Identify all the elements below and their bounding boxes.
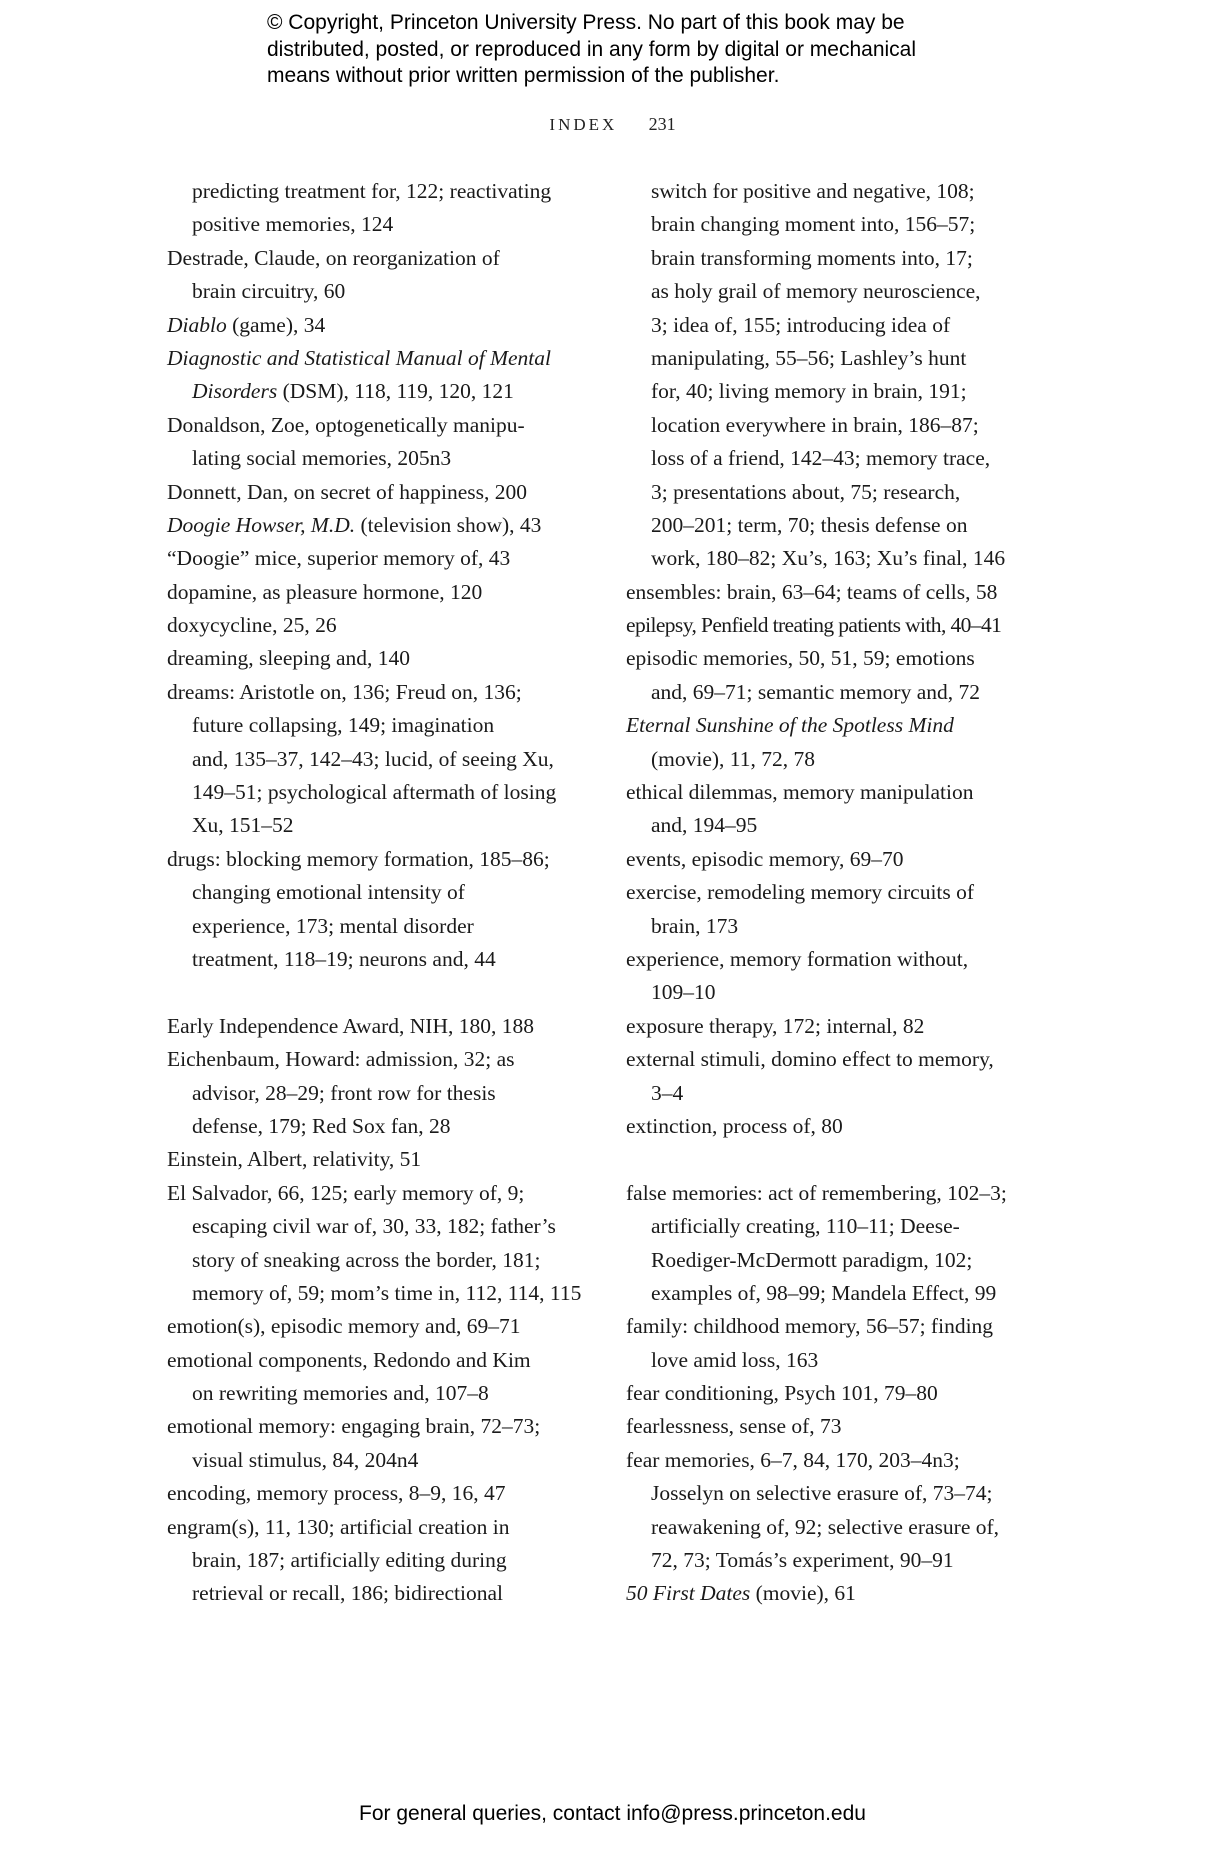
entry-text: brain circuitry, 60: [192, 279, 346, 304]
index-entry-line: [167, 1210, 581, 1243]
entry-text: on rewriting memories and, 107–8: [192, 1381, 489, 1406]
index-entry-line: [626, 342, 1007, 375]
index-entry: [167, 175, 581, 242]
entry-text: (movie), 61: [750, 1581, 856, 1606]
index-entry: [167, 1177, 581, 1311]
entry-text: experience, 173; mental disorder: [192, 913, 474, 938]
index-entry-line: [626, 1177, 1007, 1210]
index-entry: [167, 1310, 581, 1343]
index-entry: [167, 1143, 581, 1176]
entry-text: (game), 34: [226, 312, 326, 337]
entry-text: Eichenbaum, Howard: admission, 32; as: [167, 1047, 515, 1072]
index-entry-line: [167, 1444, 581, 1477]
entry-text: fearlessness, sense of, 73: [626, 1414, 842, 1439]
index-entry-line: [167, 1310, 581, 1343]
entry-text: ethical dilemmas, memory manipulation: [626, 780, 974, 805]
index-entry: [167, 342, 581, 409]
index-entry-line: [167, 642, 581, 675]
index-entry-line: [167, 375, 581, 408]
entry-text: reawakening of, 92; selective erasure of,: [651, 1514, 1000, 1539]
index-entry-line: [626, 476, 1007, 509]
index-entry-line: [626, 576, 1007, 609]
entry-text: Xu, 151–52: [192, 813, 294, 838]
index-entry: [626, 609, 1007, 642]
index-entry: [167, 409, 581, 476]
entry-text: Donnett, Dan, on secret of happiness, 200: [167, 479, 528, 504]
index-entry: [626, 1177, 1007, 1311]
index-entry-line: [167, 1377, 581, 1410]
italic-title: Disorders: [192, 379, 278, 404]
entry-text: 72, 73; Tomás’s experiment, 90–91: [651, 1548, 954, 1573]
index-entry-line: [167, 1344, 581, 1377]
entry-text: location everywhere in brain, 186–87;: [651, 412, 979, 437]
index-entry-line: [626, 1577, 1007, 1610]
index-entry: [626, 943, 1007, 1010]
index-entry-line: [167, 1544, 581, 1577]
index-entry-line: [167, 1110, 581, 1143]
entry-text: false memories: act of remembering, 102–3;: [626, 1180, 1007, 1205]
entry-text: Roediger-McDermott paradigm, 102;: [651, 1247, 973, 1272]
index-entry-line: [167, 342, 581, 375]
letter-group-gap: [626, 1143, 1007, 1176]
index-entry: [167, 1010, 581, 1043]
index-entry-line: [167, 442, 581, 475]
entry-text: 109–10: [651, 980, 716, 1005]
index-entry: [626, 1043, 1007, 1110]
italic-title: Diablo: [167, 312, 227, 337]
index-entry-line: [626, 609, 1007, 642]
entry-text: changing emotional intensity of: [192, 880, 465, 905]
entry-text: Destrade, Claude, on reorganization of: [167, 245, 500, 270]
entry-text: escaping civil war of, 30, 33, 182; father’s: [192, 1214, 556, 1239]
entry-text: and, 194–95: [651, 813, 758, 838]
entry-text: dreaming, sleeping and, 140: [167, 646, 411, 671]
italic-title: Diagnostic and Statistical Manual of Mental: [167, 345, 551, 370]
index-entry-line: [626, 1277, 1007, 1310]
entry-text: as holy grail of memory neuroscience,: [651, 279, 981, 304]
index-entry: [626, 1377, 1007, 1410]
index-entry-line: [626, 1077, 1007, 1110]
index-entry-line: [167, 208, 581, 241]
index-column-left: [167, 175, 581, 1611]
entry-text: emotional memory: engaging brain, 72–73;: [167, 1414, 541, 1439]
index-entry: [167, 1477, 581, 1510]
index-entry-line: [626, 776, 1007, 809]
index-entry: [167, 1344, 581, 1411]
entry-text: memory of, 59; mom’s time in, 112, 114, 115: [192, 1280, 582, 1305]
index-column-right: [626, 175, 1007, 1611]
index-entry-line: [167, 542, 581, 575]
index-entry-line: [626, 676, 1007, 709]
entry-text: extinction, process of, 80: [626, 1113, 843, 1138]
entry-text: examples of, 98–99; Mandela Effect, 99: [651, 1280, 997, 1305]
index-entry-line: [167, 409, 581, 442]
entry-text: Donaldson, Zoe, optogenetically manipu-: [167, 412, 525, 437]
index-entry-line: [626, 843, 1007, 876]
entry-text: predicting treatment for, 122; reactivating: [192, 179, 552, 203]
index-entry: [626, 642, 1007, 709]
entry-text: 149–51; psychological aftermath of losing: [192, 780, 557, 805]
index-entry: [626, 709, 1007, 776]
entry-text: drugs: blocking memory formation, 185–86;: [167, 846, 550, 871]
index-entry-line: [167, 709, 581, 742]
italic-title: 50 First Dates: [626, 1581, 751, 1606]
index-entry-line: [626, 876, 1007, 909]
index-entry-line: [167, 676, 581, 709]
entry-text: brain, 187; artificially editing during: [192, 1548, 507, 1573]
index-entry-line: [626, 509, 1007, 542]
index-entry-line: [626, 1310, 1007, 1343]
entry-text: emotional components, Redondo and Kim: [167, 1347, 531, 1372]
index-entry: [167, 576, 581, 609]
index-entry-line: [167, 776, 581, 809]
index-entry-line: [167, 1577, 581, 1610]
index-entry: [626, 576, 1007, 609]
index-entry-line: [626, 976, 1007, 1009]
index-entry-line: [167, 1077, 581, 1110]
index-entry-line: [167, 509, 581, 542]
index-entry: [167, 609, 581, 642]
entry-text: fear conditioning, Psych 101, 79–80: [626, 1381, 938, 1406]
entry-text: retrieval or recall, 186; bidirectional: [192, 1581, 504, 1606]
page-number: 231: [648, 114, 676, 134]
index-entry-line: [167, 576, 581, 609]
entry-text: family: childhood memory, 56–57; finding: [626, 1314, 994, 1339]
index-entry: [626, 1010, 1007, 1043]
index-entry-line: [167, 876, 581, 909]
entry-text: 3–4: [651, 1080, 684, 1105]
entry-text: brain changing moment into, 156–57;: [651, 212, 976, 237]
index-entry-line: [167, 943, 581, 976]
entry-text: fear memories, 6–7, 84, 170, 203–4n3;: [626, 1447, 960, 1472]
entry-text: switch for positive and negative, 108;: [651, 179, 975, 203]
entry-text: “Doogie” mice, superior memory of, 43: [167, 546, 511, 571]
index-entry-line: [167, 1043, 581, 1076]
index-entry: [167, 242, 581, 309]
entry-text: and, 135–37, 142–43; lucid, of seeing Xu,: [192, 746, 554, 771]
entry-text: defense, 179; Red Sox fan, 28: [192, 1113, 451, 1138]
entry-text: episodic memories, 50, 51, 59; emotions: [626, 646, 975, 671]
index-entry-line: [167, 309, 581, 342]
index-entry-line: [626, 809, 1007, 842]
index-entry-line: [167, 1410, 581, 1443]
index-entry-line: [167, 809, 581, 842]
index-entry: [167, 676, 581, 843]
entry-text: (movie), 11, 72, 78: [651, 746, 816, 771]
entry-text: El Salvador, 66, 125; early memory of, 9;: [167, 1180, 525, 1205]
entry-text: exercise, remodeling memory circuits of: [626, 880, 975, 905]
entry-text: 3; presentations about, 75; research,: [651, 479, 961, 504]
entry-text: loss of a friend, 142–43; memory trace,: [651, 446, 991, 471]
entry-text: ensembles: brain, 63–64; teams of cells, 58: [626, 579, 998, 604]
entry-text: exposure therapy, 172; internal, 82: [626, 1013, 925, 1038]
italic-title: Eternal Sunshine of the Spotless Mind: [626, 713, 954, 738]
copyright-line: distributed, posted, or reproduced in any form by digital or mechanical: [267, 37, 917, 61]
index-entry-line: [626, 642, 1007, 675]
index-entry-line: [626, 442, 1007, 475]
entry-text: 200–201; term, 70; thesis defense on: [651, 512, 968, 537]
entry-text: epilepsy, Penfield treating patients with, 40–41: [626, 613, 1002, 638]
entry-text: manipulating, 55–56; Lashley’s hunt: [651, 345, 967, 370]
entry-text: events, episodic memory, 69–70: [626, 846, 904, 871]
entry-text: love amid loss, 163: [651, 1347, 819, 1372]
entry-text: artificially creating, 110–11; Deese-: [651, 1214, 960, 1239]
index-entry-line: [167, 175, 581, 208]
index-entry-line: [626, 1344, 1007, 1377]
entry-text: Early Independence Award, NIH, 180, 188: [167, 1013, 534, 1038]
index-entry: [167, 309, 581, 342]
index-entry-line: [626, 1110, 1007, 1143]
index-entry: [626, 175, 1007, 576]
section-title: INDEX: [549, 115, 618, 134]
index-entry-line: [167, 1143, 581, 1176]
entry-text: and, 69–71; semantic memory and, 72: [651, 679, 980, 704]
copyright-line: means without prior written permission of the publisher.: [267, 64, 780, 88]
index-entry: [167, 1511, 581, 1611]
index-entry-line: [167, 609, 581, 642]
index-entry-line: [626, 1511, 1007, 1544]
entry-text: treatment, 118–19; neurons and, 44: [192, 946, 496, 971]
index-entry: [626, 1410, 1007, 1443]
entry-text: story of sneaking across the border, 181;: [192, 1247, 541, 1272]
entry-text: dreams: Aristotle on, 136; Freud on, 136;: [167, 679, 522, 704]
entry-text: engram(s), 11, 130; artificial creation in: [167, 1514, 510, 1539]
index-entry: [626, 1110, 1007, 1143]
index-entry-line: [626, 1444, 1007, 1477]
index-entry-line: [626, 1477, 1007, 1510]
entry-text: positive memories, 124: [192, 212, 394, 237]
entry-text: visual stimulus, 84, 204n4: [192, 1447, 419, 1472]
entry-text: lating social memories, 205n3: [192, 446, 452, 471]
italic-title: Doogie Howser, M.D.: [167, 512, 356, 537]
index-entry: [626, 876, 1007, 943]
index-entry: [626, 1577, 1007, 1610]
entry-text: (television show), 43: [355, 512, 542, 537]
index-entry-line: [626, 1010, 1007, 1043]
index-entry-line: [167, 476, 581, 509]
index-entry: [167, 843, 581, 977]
index-entry-line: [167, 910, 581, 943]
index-entry-line: [167, 1177, 581, 1210]
index-entry-line: [626, 1377, 1007, 1410]
index-entry-line: [626, 208, 1007, 241]
index-entry: [167, 1043, 581, 1143]
entry-text: brain, 173: [651, 913, 739, 938]
index-entry-line: [626, 743, 1007, 776]
entry-text: future collapsing, 149; imagination: [192, 713, 495, 738]
index-entry-line: [167, 1277, 581, 1310]
index-entry: [626, 843, 1007, 876]
footer-contact: For general queries, contact info@press.princeton.edu: [359, 1802, 866, 1825]
index-entry-line: [626, 1544, 1007, 1577]
entry-text: for, 40; living memory in brain, 191;: [651, 379, 967, 404]
index-entry-line: [167, 275, 581, 308]
index-entry-line: [626, 309, 1007, 342]
running-head: [0, 114, 1225, 135]
index-entry: [167, 476, 581, 509]
index-entry-line: [167, 1244, 581, 1277]
index-entry-line: [626, 542, 1007, 575]
index-entry-line: [626, 242, 1007, 275]
index-entry-line: [167, 843, 581, 876]
index-entry-line: [626, 175, 1007, 208]
index-entry-line: [167, 242, 581, 275]
entry-text: external stimuli, domino effect to memory,: [626, 1047, 994, 1072]
index-entry-line: [167, 1511, 581, 1544]
index-entry: [626, 776, 1007, 843]
index-entry: [626, 1444, 1007, 1578]
index-entry: [167, 542, 581, 575]
index-entry-line: [626, 409, 1007, 442]
copyright-notice: [267, 10, 1027, 90]
entry-text: dopamine, as pleasure hormone, 120: [167, 579, 483, 604]
index-entry-line: [167, 1010, 581, 1043]
entry-text: encoding, memory process, 8–9, 16, 47: [167, 1481, 506, 1506]
index-entry-line: [626, 709, 1007, 742]
index-entry-line: [167, 1477, 581, 1510]
entry-text: (DSM), 118, 119, 120, 121: [277, 379, 514, 404]
index-entry: [167, 1410, 581, 1477]
entry-text: Einstein, Albert, relativity, 51: [167, 1147, 422, 1172]
index-entry-line: [626, 1210, 1007, 1243]
entry-text: work, 180–82; Xu’s, 163; Xu’s final, 146: [651, 546, 1006, 571]
entry-text: doxycycline, 25, 26: [167, 613, 337, 638]
index-entry-line: [626, 910, 1007, 943]
index-entry-line: [626, 375, 1007, 408]
index-entry-line: [167, 743, 581, 776]
index-entry-line: [626, 1410, 1007, 1443]
entry-text: 3; idea of, 155; introducing idea of: [651, 312, 951, 337]
index-entry-line: [626, 275, 1007, 308]
entry-text: brain transforming moments into, 17;: [651, 245, 973, 270]
letter-group-gap: [167, 976, 581, 1009]
index-entry-line: [626, 1043, 1007, 1076]
index-entry: [167, 509, 581, 542]
entry-text: experience, memory formation without,: [626, 946, 969, 971]
index-entry: [626, 1310, 1007, 1377]
copyright-line: © Copyright, Princeton University Press. No part of this book may be: [267, 11, 905, 34]
index-entry-line: [626, 1244, 1007, 1277]
entry-text: advisor, 28–29; front row for thesis: [192, 1080, 496, 1105]
index-entry: [167, 642, 581, 675]
entry-text: emotion(s), episodic memory and, 69–71: [167, 1314, 521, 1339]
index-entry-line: [626, 943, 1007, 976]
entry-text: Josselyn on selective erasure of, 73–74;: [651, 1481, 993, 1506]
